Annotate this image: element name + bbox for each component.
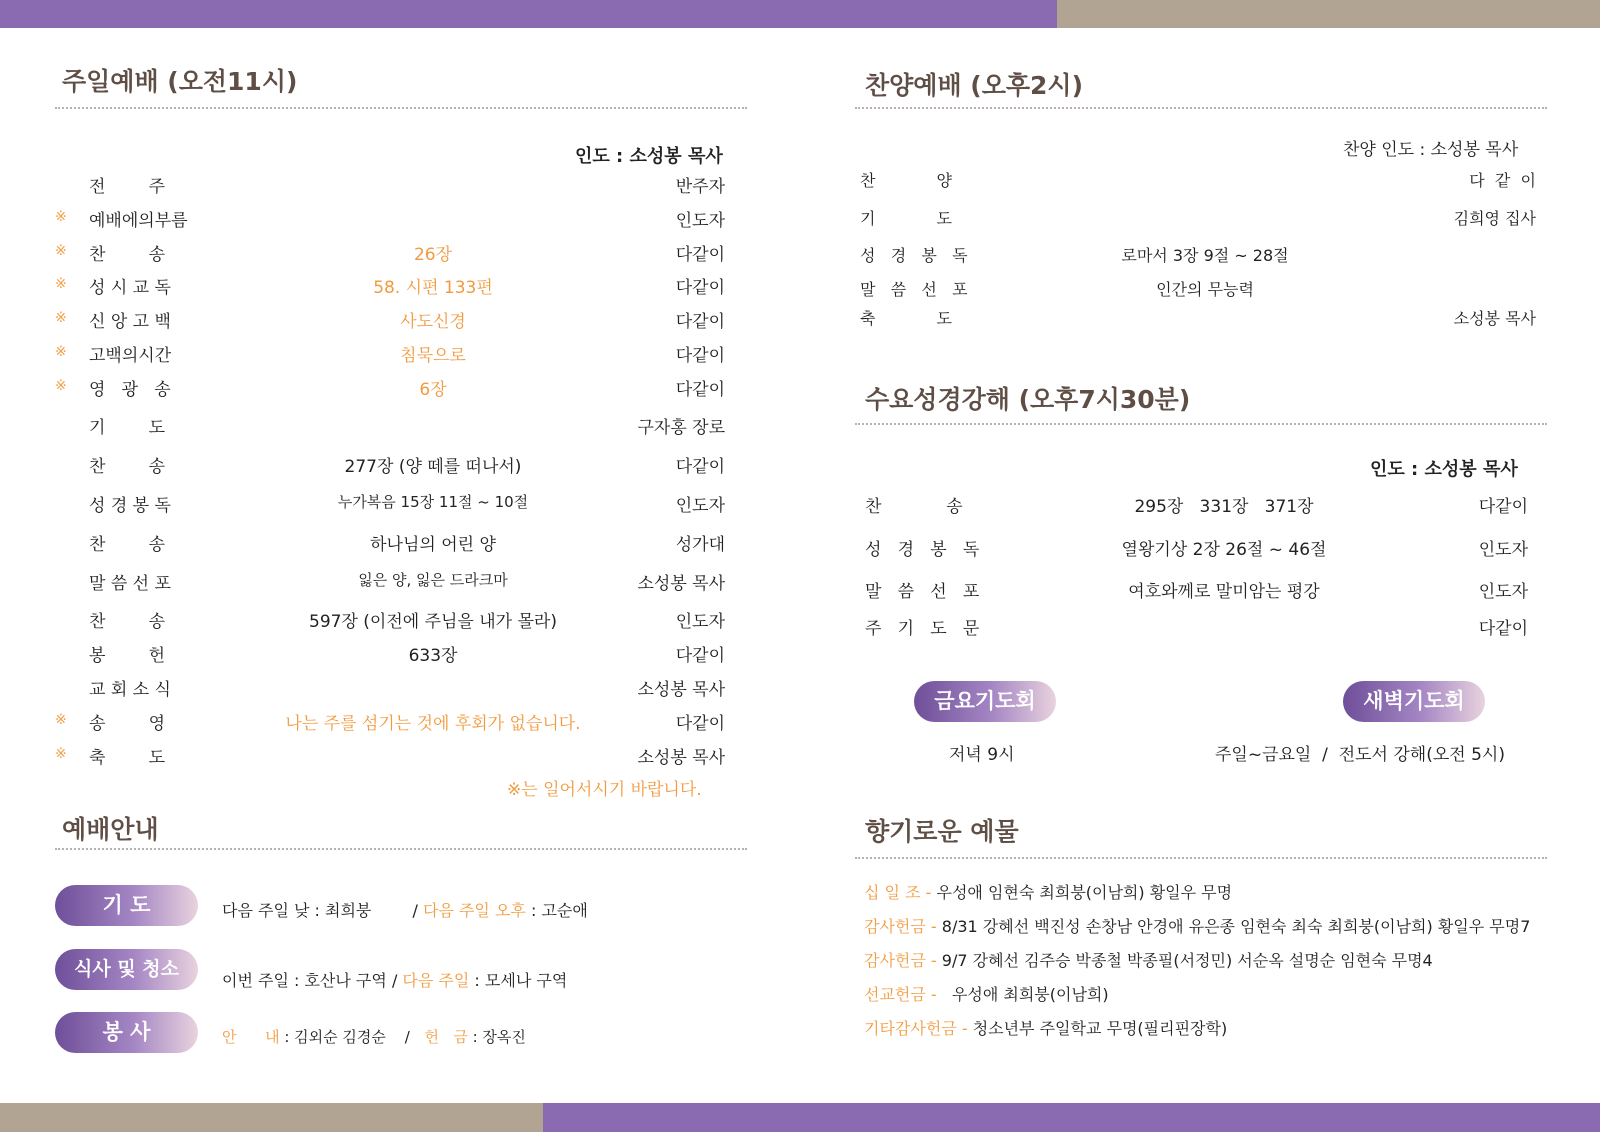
service-order-row (0, 452, 760, 482)
order-item-content: 58. 시편 133편 (373, 278, 493, 298)
service-badge: 봉 사 (55, 1012, 198, 1053)
service-order-row (0, 413, 760, 443)
order-item-content: 6장 (419, 380, 447, 400)
order-item-content: 잃은 양, 잃은 드라크마 (358, 571, 508, 589)
divider (55, 107, 747, 109)
bottom-purple-bar (543, 1103, 1600, 1132)
service-order-row (0, 743, 760, 773)
order-item-person: 다같이 (675, 245, 725, 265)
meal-cleaning-badge: 식사 및 청소 (55, 949, 198, 990)
order-item-person: 다같이 (675, 457, 725, 477)
order-item-name: 찬 송 (865, 497, 963, 517)
prayer-info (222, 898, 588, 921)
order-item-content: 하나님의 어린 양 (370, 535, 496, 555)
offering-row (864, 914, 1564, 944)
order-item-name: 찬 송 (89, 535, 166, 555)
order-item-person: 다같이 (675, 312, 725, 332)
dawn-prayer-time: 주일~금요일 / 전도서 강해(오전 5시) (1215, 745, 1505, 765)
order-item-name: 주 기 도 문 (865, 619, 980, 639)
meal-next-label: 다음 주일 (402, 971, 470, 990)
order-item-person: 소성봉 목사 (1453, 309, 1536, 328)
usher-value: : 김외순 김경순 (279, 1028, 386, 1046)
order-item-name: 찬 송 (89, 612, 166, 632)
order-item-name: 교 회 소 식 (89, 680, 171, 700)
order-item-content: 인간의 무능력 (1156, 280, 1254, 299)
prayer-afternoon-value: : 고순애 (525, 901, 588, 920)
order-item-name: 예배에의부름 (89, 211, 188, 231)
stand-mark: ※ (55, 746, 67, 762)
bottom-taupe-bar (0, 1103, 543, 1132)
order-item-person: 다 같 이 (1469, 171, 1536, 190)
service-order-row (0, 709, 760, 739)
service-order-row (0, 277, 1560, 307)
order-item-content: 열왕기상 2장 26절 ~ 46절 (1121, 540, 1327, 560)
order-item-content: 277장 (양 떼를 떠나서) (344, 457, 522, 477)
order-item-name: 성 경 봉 독 (89, 496, 171, 516)
order-item-person: 다같이 (675, 278, 725, 298)
wednesday-leader: 인도 : 소성봉 목사 (1370, 459, 1518, 480)
praise-leader: 찬양 인도 : 소성봉 목사 (1343, 140, 1519, 160)
friday-prayer-badge: 금요기도회 (914, 681, 1056, 722)
order-item-name: 영 광 송 (89, 380, 171, 400)
service-order-row (0, 341, 760, 371)
usher-label: 안 내 (222, 1028, 280, 1046)
top-purple-bar (0, 0, 1057, 28)
service-order-row (0, 675, 760, 705)
service-order-row (0, 535, 1560, 565)
separator: / (404, 1028, 410, 1046)
divider (55, 848, 747, 850)
stand-mark: ※ (55, 712, 67, 728)
order-item-name: 성 시 교 독 (89, 278, 171, 298)
order-item-person: 소성봉 목사 (637, 680, 725, 700)
order-item-content: 여호와께로 말미암는 평강 (1128, 582, 1320, 602)
order-item-person: 다같이 (1478, 497, 1528, 517)
order-item-content: 누가복음 15장 11절 ~ 10절 (337, 493, 529, 511)
sunday-service-title: 주일예배 (오전11시) (62, 67, 298, 96)
order-item-person: 김희영 집사 (1453, 209, 1536, 228)
order-item-name: 성 경 봉 독 (860, 246, 968, 265)
service-order-row (0, 243, 1560, 273)
stand-mark: ※ (55, 344, 67, 360)
order-item-content: 나는 주를 섬기는 것에 후회가 없습니다. (285, 714, 581, 734)
divider (855, 423, 1547, 425)
meal-cleaning-info (222, 968, 567, 991)
order-item-name: 봉 헌 (89, 646, 166, 666)
service-order-row (0, 614, 1560, 644)
service-order-row (0, 375, 760, 405)
service-order-row (0, 641, 760, 671)
order-item-content: 사도신경 (400, 312, 466, 332)
order-item-person: 인도자 (1478, 582, 1528, 602)
offering-names: 우성애 최희붕(이남희) (946, 985, 1109, 1004)
order-item-content: 침묵으로 (400, 346, 466, 366)
prayer-badge: 기 도 (55, 885, 198, 926)
stand-mark: ※ (55, 310, 67, 326)
offering-row (864, 982, 1564, 1012)
offering-value: : 장옥진 (467, 1028, 526, 1046)
prayer-day-label: 다음 주일 낮 : 최희붕 (222, 901, 372, 920)
offering-row (864, 1016, 1564, 1046)
stand-mark: ※ (55, 209, 67, 225)
order-item-person: 인도자 (1478, 540, 1528, 560)
offering-type-label: 선교헌금 - (864, 985, 947, 1004)
offering-names: 8/31 강혜선 백진성 손창남 안경애 유은종 임현숙 최숙 최희붕(이남희) 황일우 무명7 (941, 917, 1531, 936)
offering-names: 청소년부 주일학교 무명(필리핀장학) (972, 1019, 1228, 1038)
order-item-content: 26장 (413, 245, 453, 265)
offering-label: 헌 금 (424, 1028, 468, 1046)
service-order-row (0, 206, 1560, 236)
order-item-person: 인도자 (675, 211, 725, 231)
order-item-name: 기 도 (89, 418, 166, 438)
order-item-content: 295장 331장 371장 (1134, 497, 1314, 517)
stand-mark: ※ (55, 276, 67, 292)
offering-row (864, 880, 1564, 910)
service-order-row (0, 306, 1560, 336)
order-item-content: 633장 (408, 646, 458, 666)
stand-mark: ※ (55, 243, 67, 259)
order-item-name: 찬 송 (89, 457, 166, 477)
offering-type-label: 감사헌금 - (864, 951, 942, 970)
offering-type-label: 십 일 조 - (864, 883, 937, 902)
top-taupe-bar (1057, 0, 1600, 28)
order-item-person: 다같이 (675, 646, 725, 666)
order-item-name: 전 주 (89, 177, 166, 197)
order-item-person: 다같이 (675, 714, 725, 734)
sunday-leader: 인도 : 소성봉 목사 (575, 146, 723, 167)
wednesday-title: 수요성경강해 (오후7시30분) (865, 385, 1191, 414)
order-item-content: 597장 (이전에 주님을 내가 몰라) (309, 612, 557, 632)
friday-prayer-time: 저녁 9시 (949, 745, 1015, 765)
service-order-row (0, 168, 1560, 198)
praise-service-title: 찬양예배 (오후2시) (865, 71, 1084, 100)
order-item-name: 말 씀 선 포 (865, 582, 980, 602)
order-item-person: 소성봉 목사 (637, 574, 725, 594)
separator: / (391, 971, 398, 990)
order-item-name: 성 경 봉 독 (865, 540, 980, 560)
order-item-name: 송 영 (89, 714, 166, 734)
order-item-person: 인도자 (675, 496, 725, 516)
order-item-person: 성가대 (675, 535, 725, 555)
order-item-name: 축 도 (89, 748, 166, 768)
service-info (222, 1026, 526, 1047)
order-item-person: 인도자 (675, 612, 725, 632)
service-order-row (0, 577, 1560, 607)
order-item-person: 다같이 (1478, 619, 1528, 639)
standing-note: ※는 일어서시기 바랍니다. (507, 780, 702, 800)
meal-this-week: 이번 주일 : 호산나 구역 (222, 971, 387, 990)
order-item-name: 고백의시간 (89, 346, 172, 366)
prayer-afternoon-label: 다음 주일 오후 (422, 901, 526, 920)
order-item-content: 로마서 3장 9절 ~ 28절 (1121, 246, 1289, 265)
order-item-name: 찬 송 (89, 245, 166, 265)
divider (855, 857, 1547, 859)
offering-row (864, 948, 1564, 978)
offering-type-label: 기타감사헌금 - (864, 1019, 973, 1038)
order-item-name: 찬 양 (860, 171, 952, 190)
order-item-name: 말 씀 선 포 (860, 280, 968, 299)
order-item-name: 축 도 (860, 309, 952, 328)
offering-type-label: 감사헌금 - (864, 917, 942, 936)
order-item-person: 소성봉 목사 (637, 748, 725, 768)
order-item-name: 기 도 (860, 209, 952, 228)
order-item-person: 반주자 (675, 177, 725, 197)
separator: / (412, 901, 418, 920)
order-item-person: 다같이 (675, 346, 725, 366)
guide-title: 예배안내 (62, 815, 159, 844)
meal-next-value: : 모세나 구역 (469, 971, 568, 990)
divider (855, 107, 1547, 109)
stand-mark: ※ (55, 378, 67, 394)
offering-title: 향기로운 예물 (865, 817, 1019, 846)
dawn-prayer-badge: 새벽기도회 (1343, 681, 1485, 722)
order-item-name: 신 앙 고 백 (89, 312, 171, 332)
order-item-name: 말 씀 선 포 (89, 574, 171, 594)
service-order-row (0, 492, 1560, 522)
offering-names: 우성애 임현숙 최희붕(이남희) 황일우 무명 (936, 883, 1233, 902)
order-item-person: 다같이 (675, 380, 725, 400)
order-item-person: 구자홍 장로 (637, 418, 725, 438)
offering-names: 9/7 강혜선 김주승 박종철 박종필(서정민) 서순옥 설명순 임현숙 무명4 (941, 951, 1433, 970)
